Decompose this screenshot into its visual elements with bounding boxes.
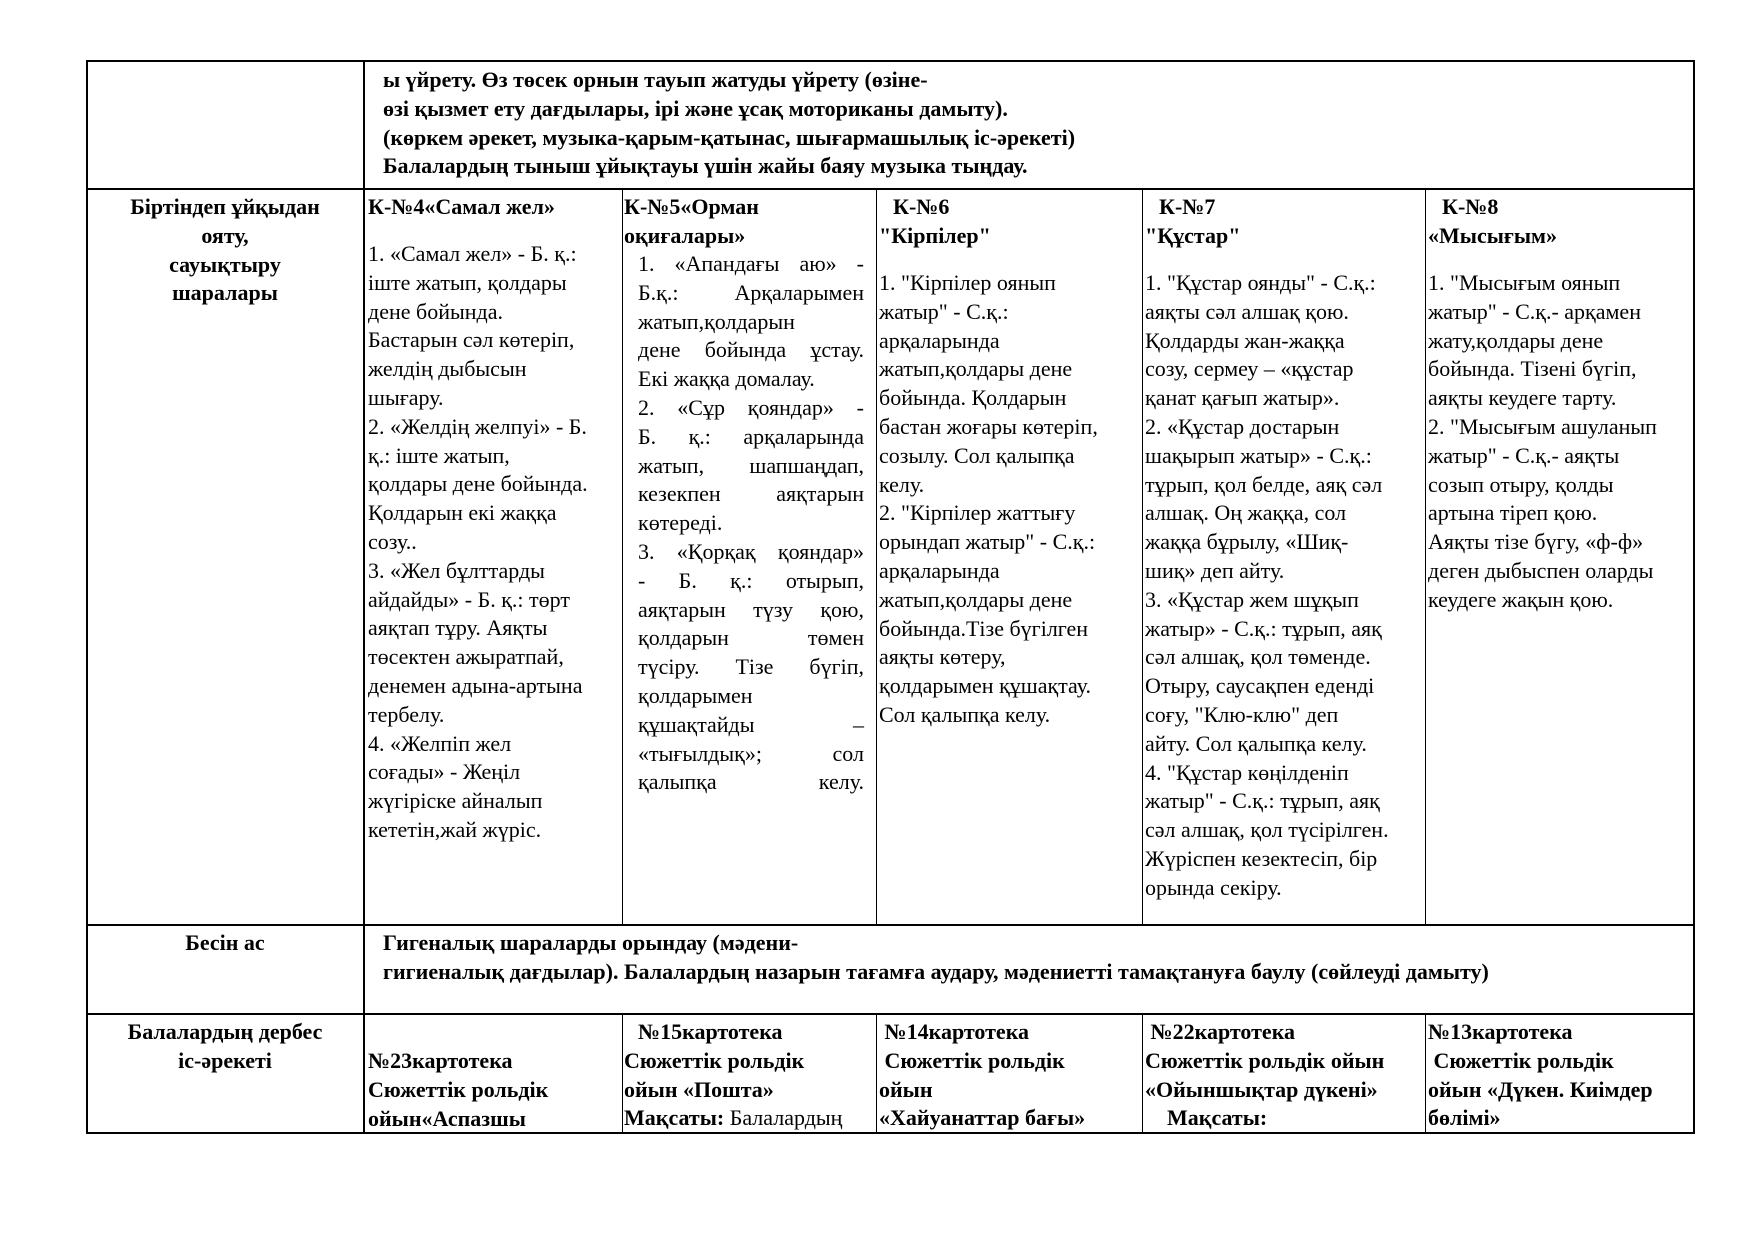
label-line: шаралары <box>172 280 278 306</box>
body-line: 1. "Құстар оянды" - С.қ.: <box>1145 270 1376 295</box>
k7-body <box>1145 269 1423 903</box>
body-line: соғу, "Клю-клю" деп <box>1145 701 1339 727</box>
goal-label: Мақсаты: <box>624 1105 725 1131</box>
snack-row-text <box>383 929 1691 987</box>
body-line: 2. "Кірпілер жаттығу <box>879 500 1076 526</box>
body-line: құшақтайды – <box>638 711 864 737</box>
body-line: қ.: іште жатып, <box>368 442 510 468</box>
body-line: шақырып жатыр» - С.қ.: <box>1145 442 1372 468</box>
snack-line: гигиеналық дағдылар). Балалардың назарын тағамға аудару, мәдениетті тамақтануға баулу (сөйлеуді дамыту) <box>383 958 1489 984</box>
card-line: №22картотека <box>1145 1019 1296 1044</box>
body-line: кезекпен аяқтарын <box>638 481 864 507</box>
body-line: орында секіру. <box>1145 874 1282 900</box>
body-line: 2. "Мысығым ашуланып <box>1428 413 1657 439</box>
card-line: «Хайуанаттар бағы» <box>879 1105 1086 1131</box>
body-line: - Б. қ.: отырып, <box>638 567 864 593</box>
body-line: төсектен ажыратпай, <box>368 644 564 670</box>
body-line: Бастарын сәл көтеріп, <box>368 327 575 353</box>
body-line: орындап жатыр" - С.қ.: <box>879 529 1096 555</box>
body-line: Отыру, саусақпен еденді <box>1145 673 1375 699</box>
body-line: арқаларында <box>879 557 1000 583</box>
body-line: 2. «Желдің желпуі» - Б. <box>368 413 587 439</box>
body-line: жатып,қолдары дене <box>879 586 1073 612</box>
body-line: желдің дыбысын <box>368 356 527 382</box>
wakeup-row-label <box>90 193 360 308</box>
body-line: айту. Сол қалыпқа келу. <box>1145 730 1367 756</box>
label-line: Біртіндеп ұйқыдан <box>130 194 320 219</box>
body-line: қолдары дене бойында. <box>368 471 588 497</box>
body-line: 2. «Құстар достарын <box>1145 413 1340 439</box>
body-line: 4. "Құстар көңілденіп <box>1145 759 1349 785</box>
body-line: деген дыбыспен оларды <box>1428 557 1654 583</box>
k6-title <box>879 193 1141 251</box>
body-line: қолдарымен <box>638 682 753 708</box>
independent-row-label <box>90 1018 360 1076</box>
body-line: қанат қағып жатыр». <box>1145 385 1340 411</box>
body-line: Аяқты тізе бүгу, «ф-ф» <box>1428 529 1644 555</box>
body-line: 3. «Жел бұлттарды <box>368 557 545 583</box>
card-line: №14картотека <box>879 1019 1030 1044</box>
card-line: Сюжеттік рольдік <box>1428 1047 1614 1073</box>
body-line: 1. «Самал жел» - Б. қ.: <box>368 241 577 266</box>
body-line: түсіру. Тізе бүгіп, <box>638 654 864 680</box>
body-line: аяқтап тұру. Аяқты <box>368 615 548 641</box>
card-line: Сюжеттік рольдік ойын <box>1145 1047 1385 1073</box>
body-line: айдайды» - Б. қ.: төрт <box>368 586 570 612</box>
card-line: «Ойыншықтар дүкені» <box>1145 1076 1378 1102</box>
title-line: К-№6 <box>893 194 950 219</box>
body-line: шиқ» деп айту. <box>1145 557 1285 583</box>
card-line: бөлімі» <box>1428 1105 1501 1131</box>
independent-col5 <box>1428 1018 1691 1133</box>
body-line: 1. "Мысығым оянып <box>1428 270 1621 295</box>
body-line: «тығылдық»; сол <box>638 740 864 766</box>
title-line: К-№5«Орман <box>624 194 759 219</box>
card-line: ойын «Дүкен. Киімдер <box>1428 1076 1653 1102</box>
body-line: кеудеге жақын қою. <box>1428 586 1614 612</box>
body-line: жатыр" - С.қ.: <box>879 298 1009 324</box>
body-line: тербелу. <box>368 701 445 727</box>
body-line: Б. қ.: арқаларында <box>638 423 864 449</box>
title-line: К-№8 <box>1442 194 1499 219</box>
snack-row-label <box>90 929 360 958</box>
top-line: ы үйрету. Өз төсек орнын тауып жатуды үйрету (өзіне- <box>383 67 928 92</box>
card-line: ойын «Пошта» <box>624 1076 774 1102</box>
body-line: соғады» - Жеңіл <box>368 759 521 785</box>
body-line: Қолдарды жан-жаққа <box>1145 327 1345 353</box>
body-line: аяқты сәл алшақ қою. <box>1145 298 1349 324</box>
independent-col3 <box>879 1018 1141 1133</box>
body-line: 2. «Сұр қояндар» - <box>638 394 864 420</box>
body-line: 1. «Апандағы аю» - <box>638 251 864 276</box>
title-line: "Кірпілер" <box>879 222 991 248</box>
k4-body <box>368 240 620 845</box>
card-line: №13картотека <box>1428 1019 1573 1044</box>
body-line: Сол қалыпқа келу. <box>879 701 1051 727</box>
card-line: №15картотека <box>638 1019 783 1044</box>
body-line: сәл алшақ, қол төменде. <box>1145 644 1371 670</box>
k5-body <box>638 250 864 797</box>
top-line: өзі қызмет ету дағдылары, ірі және ұсақ моториканы дамыту). <box>383 95 1008 121</box>
card-line: Сюжеттік рольдік <box>624 1047 805 1073</box>
title-line: «Мысығым» <box>1428 222 1558 248</box>
independent-col2 <box>624 1018 876 1133</box>
label-line: ояту, <box>201 222 249 248</box>
card-line: №23картотека <box>368 1048 513 1073</box>
body-line: келу. <box>879 471 925 497</box>
k4-title: К-№4«Самал жел» <box>368 194 555 219</box>
body-line: созу.. <box>368 528 417 554</box>
body-line: кететін,жай жүріс. <box>368 816 542 842</box>
body-line: 3. «Қорқақ қояндар» <box>638 538 864 564</box>
body-line: қолдарын төмен <box>638 625 864 651</box>
k6-body <box>879 269 1141 730</box>
body-line: созу, сермеу – «құстар <box>1145 356 1354 382</box>
body-line: арқаларында <box>879 327 1000 353</box>
body-line: Қолдарын екі жаққа <box>368 500 557 526</box>
body-line: жатып,қолдарын <box>638 308 795 334</box>
body-line: жатыр" - С.қ.- аяқты <box>1428 442 1620 468</box>
body-line: артына тіреп қою. <box>1428 500 1598 526</box>
body-line: шығару. <box>368 384 444 410</box>
body-line: Екі жаққа домалау. <box>638 366 815 392</box>
card-line: ойын <box>879 1076 933 1102</box>
body-line: дене бойында ұстау. <box>638 337 864 363</box>
body-line: дене бойында. <box>368 298 503 324</box>
body-line: аяқтарын түзу қою, <box>638 596 864 622</box>
body-line: жатыр" - С.қ.- арқамен <box>1428 298 1641 324</box>
card-line: Сюжеттік рольдік <box>368 1076 549 1102</box>
independent-col1 <box>368 1047 620 1133</box>
snack-line: Гигеналық шараларды орындау (мәдени- <box>383 930 799 955</box>
body-line: 1. "Кірпілер оянып <box>879 270 1056 295</box>
body-line: бастан жоғары көтеріп, <box>879 413 1098 439</box>
card-line: ойын«Аспазшы <box>368 1105 526 1131</box>
independent-col4 <box>1145 1018 1423 1133</box>
top-line: Балалардың тыныш ұйықтауы үшін жайы баяу музыка тыңдау. <box>383 153 1028 179</box>
top-line: (көркем әрекет, музыка-қарым-қатынас, шығармашылық іс-әрекеті) <box>383 124 1076 150</box>
body-line: созылу. Сол қалыпқа <box>879 442 1075 468</box>
label-line: сауықтыру <box>169 251 281 277</box>
body-line: қолдарымен құшақтау. <box>879 673 1091 699</box>
title-line: оқиғалары» <box>624 222 746 248</box>
body-line: денемен адына-артына <box>368 672 583 698</box>
title-line: "Құстар" <box>1145 222 1241 248</box>
body-line: жүгіріске айналып <box>368 788 543 814</box>
label-line: іс-әрекеті <box>178 1047 272 1073</box>
body-line: жаққа бұрылу, «Шиқ- <box>1145 529 1349 555</box>
title-line: К-№7 <box>1159 194 1216 219</box>
body-line: жатып,қолдары дене <box>879 356 1073 382</box>
body-line: тұрып, қол белде, аяқ сәл <box>1145 471 1383 497</box>
body-line: көтереді. <box>638 510 723 536</box>
body-line: созып отыру, қолды <box>1428 471 1614 497</box>
top-row-text <box>383 66 1683 181</box>
body-line: жату,қолдары дене <box>1428 327 1604 353</box>
body-line: іште жатып, қолдары <box>368 269 567 295</box>
label-line: Балалардың дербес <box>127 1019 323 1044</box>
body-line: жатыр» - С.қ.: тұрып, аяқ <box>1145 615 1382 641</box>
body-line: аяқты көтеру, <box>879 644 1006 670</box>
body-line: жатыр" - С.қ.: тұрып, аяқ <box>1145 788 1380 814</box>
k7-title <box>1145 193 1423 251</box>
body-line: қалыпқа келу. <box>638 769 864 795</box>
body-line: бойында. Тізені бүгіп, <box>1428 356 1637 382</box>
body-line: бойында.Тізе бүгілген <box>879 615 1089 641</box>
body-line: 4. «Желпіп жел <box>368 730 512 756</box>
card-line: Мақсаты: <box>1145 1105 1268 1131</box>
k4-cell <box>368 193 620 222</box>
body-line: бойында. Қолдарын <box>879 385 1067 411</box>
body-line: жатып, шапшаңдап, <box>638 452 864 478</box>
body-line: алшақ. Оң жаққа, сол <box>1145 500 1347 526</box>
card-line: Сюжеттік рольдік <box>879 1047 1065 1073</box>
k5-title <box>624 193 874 251</box>
body-line: сәл алшақ, қол түсірілген. <box>1145 817 1389 843</box>
k8-title <box>1428 193 1691 251</box>
body-line: Б.қ.: Арқаларымен <box>638 279 864 305</box>
goal-text: Балалардың <box>724 1105 843 1131</box>
label-line: Бесін ас <box>185 930 265 955</box>
k8-body <box>1428 269 1691 615</box>
body-line: 3. «Құстар жем шұқып <box>1145 586 1359 612</box>
body-line: аяқты кеудеге тарту. <box>1428 385 1617 411</box>
body-line: Жүріспен кезектесіп, бір <box>1145 845 1378 871</box>
goal-line <box>624 1104 876 1133</box>
